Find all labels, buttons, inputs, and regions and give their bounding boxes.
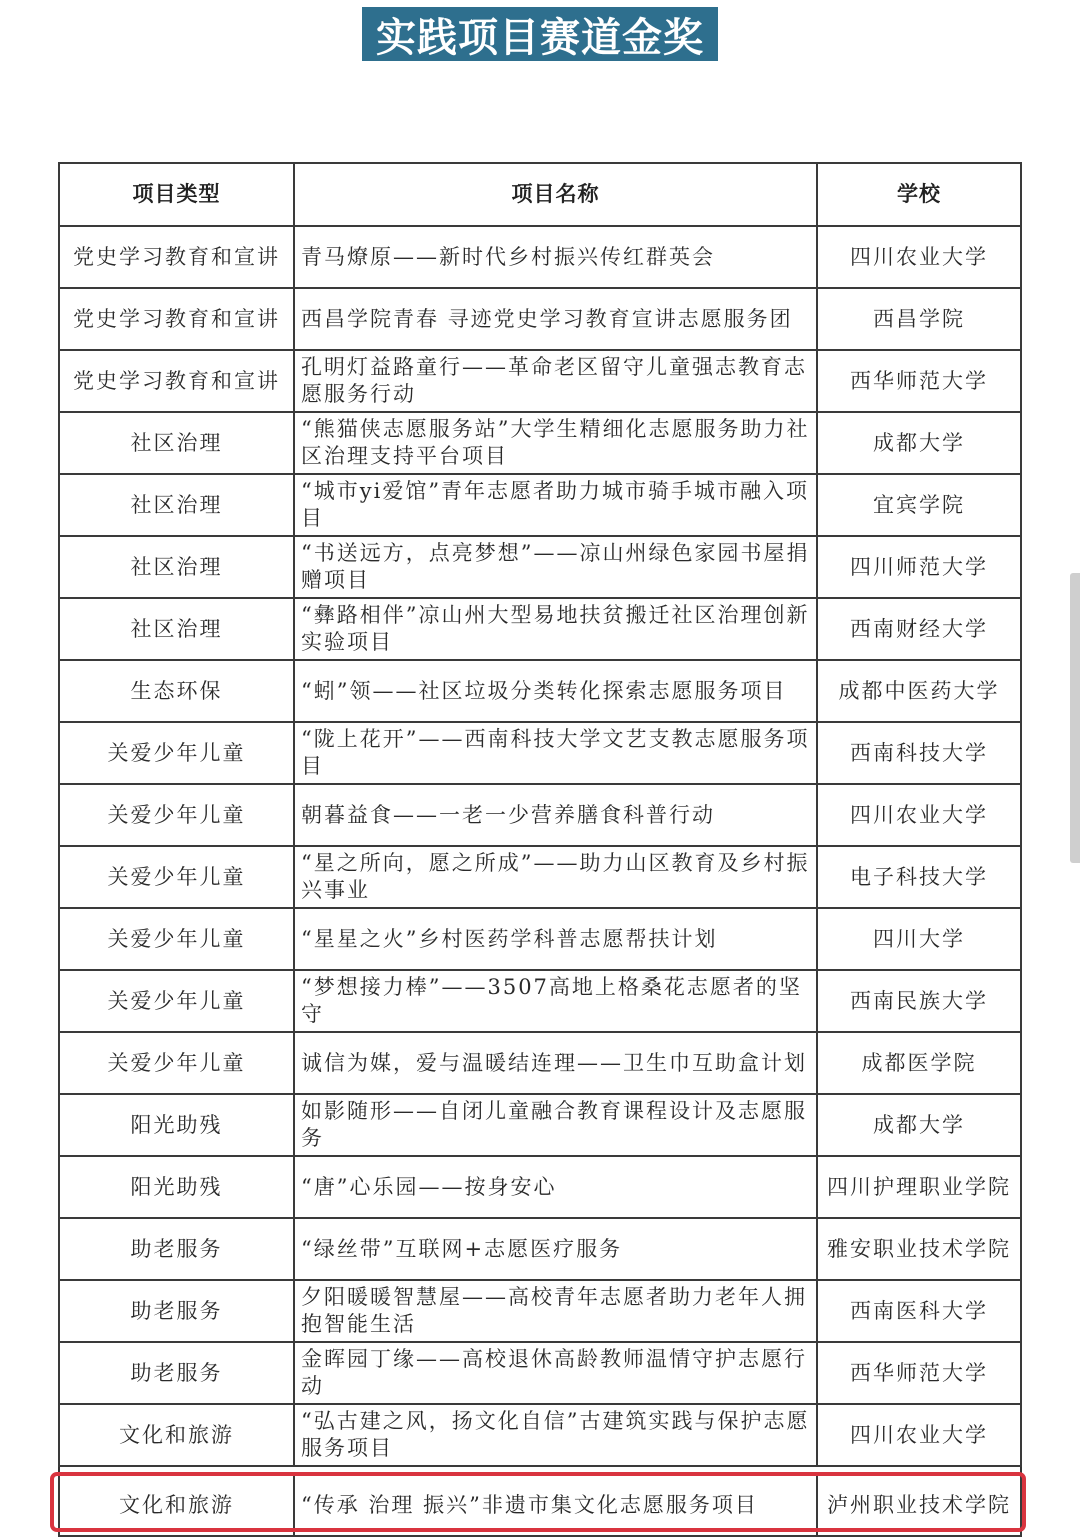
table-row bbox=[59, 1280, 1021, 1342]
cell-project-type: 社区治理 bbox=[59, 474, 294, 536]
project-name-text: “唐”心乐园——按身安心 bbox=[301, 1174, 557, 1199]
cell-project-type: 社区治理 bbox=[59, 536, 294, 598]
cell-project-type: 关爱少年儿童 bbox=[59, 784, 294, 846]
cell-project-name bbox=[294, 536, 817, 598]
project-name-text: “传承 治理 振兴”非遗市集文化志愿服务项目 bbox=[301, 1492, 758, 1517]
cell-school: 泸州职业技术学院 bbox=[817, 1474, 1021, 1536]
project-name-text: “彝路相伴”凉山州大型易地扶贫搬迁社区治理创新实验项目 bbox=[301, 603, 810, 654]
table-row bbox=[59, 1218, 1021, 1280]
page-title: 实践项目赛道金奖 bbox=[376, 14, 704, 61]
cell-school: 四川农业大学 bbox=[817, 226, 1021, 288]
cell-school: 成都大学 bbox=[817, 1094, 1021, 1156]
cell-project-name bbox=[294, 784, 817, 846]
table-row bbox=[59, 1156, 1021, 1218]
table-row bbox=[59, 350, 1021, 412]
cell-project-type: 关爱少年儿童 bbox=[59, 908, 294, 970]
cell-school: 四川大学 bbox=[817, 908, 1021, 970]
cell-project-name bbox=[294, 660, 817, 722]
header-name: 项目名称 bbox=[294, 163, 817, 226]
cell-project-name bbox=[294, 1342, 817, 1404]
cell-project-type: 文化和旅游 bbox=[59, 1474, 294, 1536]
cell-project-type: 关爱少年儿童 bbox=[59, 722, 294, 784]
table-header-row bbox=[59, 163, 1021, 226]
cell-project-name bbox=[294, 1032, 817, 1094]
cell-project-type: 关爱少年儿童 bbox=[59, 846, 294, 908]
cell-project-name bbox=[294, 1474, 817, 1536]
table-row bbox=[59, 846, 1021, 908]
cell-project-type: 阳光助残 bbox=[59, 1156, 294, 1218]
cell-project-type: 助老服务 bbox=[59, 1342, 294, 1404]
table-row bbox=[59, 722, 1021, 784]
cell-project-name bbox=[294, 1218, 817, 1280]
table-row bbox=[59, 412, 1021, 474]
cell-project-name bbox=[294, 1156, 817, 1218]
table-row bbox=[59, 908, 1021, 970]
cell-project-name bbox=[294, 412, 817, 474]
cell-school: 西华师范大学 bbox=[817, 1342, 1021, 1404]
title-banner bbox=[362, 7, 718, 61]
table-row bbox=[59, 474, 1021, 536]
cell-project-type: 党史学习教育和宣讲 bbox=[59, 288, 294, 350]
project-name-text: 如影随形——自闭儿童融合教育课程设计及志愿服务 bbox=[301, 1099, 807, 1150]
scrollbar[interactable] bbox=[1070, 573, 1080, 863]
project-name-text: “梦想接力棒”——3507高地上格桑花志愿者的坚守 bbox=[301, 975, 802, 1026]
project-name-text: 孔明灯益路童行——革命老区留守儿童强志教育志愿服务行动 bbox=[301, 355, 807, 406]
cell-project-name bbox=[294, 598, 817, 660]
cell-project-name bbox=[294, 1094, 817, 1156]
cell-school: 雅安职业技术学院 bbox=[817, 1218, 1021, 1280]
project-name-text: 夕阳暖暖智慧屋——高校青年志愿者助力老年人拥抱智能生活 bbox=[301, 1285, 807, 1336]
project-name-text: 朝暮益食——一老一少营养膳食科普行动 bbox=[301, 802, 715, 827]
table-row bbox=[59, 1474, 1021, 1536]
table-row bbox=[59, 970, 1021, 1032]
cell-project-type: 关爱少年儿童 bbox=[59, 1032, 294, 1094]
table-row bbox=[59, 226, 1021, 288]
table-row bbox=[59, 784, 1021, 846]
project-name-text: “蚓”领——社区垃圾分类转化探索志愿服务项目 bbox=[301, 678, 787, 703]
project-name-text: 青马燎原——新时代乡村振兴传红群英会 bbox=[301, 244, 715, 269]
cell-school: 成都大学 bbox=[817, 412, 1021, 474]
cell-project-name bbox=[294, 474, 817, 536]
project-name-text: 西昌学院青春 寻迹党史学习教育宣讲志愿服务团 bbox=[301, 306, 793, 331]
cell-project-type: 生态环保 bbox=[59, 660, 294, 722]
cell-project-name bbox=[294, 226, 817, 288]
awards-table bbox=[58, 162, 1022, 1537]
project-name-text: “城市yi爱馆”青年志愿者助力城市骑手城市融入项目 bbox=[301, 479, 810, 530]
cell-school: 四川农业大学 bbox=[817, 1404, 1021, 1466]
cell-school: 西昌学院 bbox=[817, 288, 1021, 350]
cell-project-type: 党史学习教育和宣讲 bbox=[59, 350, 294, 412]
cell-school: 成都中医药大学 bbox=[817, 660, 1021, 722]
cell-school: 四川师范大学 bbox=[817, 536, 1021, 598]
project-name-text: 金晖园丁缘——高校退休高龄教师温情守护志愿行动 bbox=[301, 1347, 807, 1398]
cell-school: 四川农业大学 bbox=[817, 784, 1021, 846]
cell-project-type: 助老服务 bbox=[59, 1280, 294, 1342]
table-row bbox=[59, 1342, 1021, 1404]
cell-project-type: 文化和旅游 bbox=[59, 1404, 294, 1466]
cell-school: 西南财经大学 bbox=[817, 598, 1021, 660]
cell-project-type: 社区治理 bbox=[59, 598, 294, 660]
cell-project-name bbox=[294, 1404, 817, 1466]
table-row bbox=[59, 536, 1021, 598]
table-row bbox=[59, 1094, 1021, 1156]
project-name-text: “绿丝带”互联网+志愿医疗服务 bbox=[301, 1236, 623, 1261]
cell-project-type: 阳光助残 bbox=[59, 1094, 294, 1156]
cell-school: 西华师范大学 bbox=[817, 350, 1021, 412]
table-row bbox=[59, 660, 1021, 722]
cell-project-name bbox=[294, 970, 817, 1032]
header-school: 学校 bbox=[817, 163, 1021, 226]
cell-project-type: 关爱少年儿童 bbox=[59, 970, 294, 1032]
project-name-text: “熊猫侠志愿服务站”大学生精细化志愿服务助力社区治理支持平台项目 bbox=[301, 417, 810, 468]
table-row bbox=[59, 598, 1021, 660]
project-name-text: “星星之火”乡村医药学科普志愿帮扶计划 bbox=[301, 926, 718, 951]
cell-school: 西南医科大学 bbox=[817, 1280, 1021, 1342]
cell-project-type: 助老服务 bbox=[59, 1218, 294, 1280]
project-name-text: “陇上花开”——西南科技大学文艺支教志愿服务项目 bbox=[301, 727, 810, 778]
project-name-text: “星之所向，愿之所成”——助力山区教育及乡村振兴事业 bbox=[301, 851, 810, 902]
cell-project-name bbox=[294, 722, 817, 784]
cell-school: 四川护理职业学院 bbox=[817, 1156, 1021, 1218]
cell-project-name bbox=[294, 288, 817, 350]
header-type: 项目类型 bbox=[59, 163, 294, 226]
table-row bbox=[59, 288, 1021, 350]
cell-school: 成都医学院 bbox=[817, 1032, 1021, 1094]
cell-project-name bbox=[294, 846, 817, 908]
project-name-text: “书送远方，点亮梦想”——凉山州绿色家园书屋捐赠项目 bbox=[301, 541, 810, 592]
table-row bbox=[59, 1404, 1021, 1466]
cell-school: 西南民族大学 bbox=[817, 970, 1021, 1032]
table-row bbox=[59, 1032, 1021, 1094]
row-gap bbox=[59, 1466, 1021, 1474]
cell-school: 宜宾学院 bbox=[817, 474, 1021, 536]
project-name-text: 诚信为媒，爱与温暖结连理——卫生巾互助盒计划 bbox=[301, 1050, 807, 1075]
cell-project-type: 社区治理 bbox=[59, 412, 294, 474]
project-name-text: “弘古建之风，扬文化自信”古建筑实践与保护志愿服务项目 bbox=[301, 1409, 810, 1460]
cell-project-name bbox=[294, 908, 817, 970]
cell-school: 西南科技大学 bbox=[817, 722, 1021, 784]
cell-school: 电子科技大学 bbox=[817, 846, 1021, 908]
cell-project-name bbox=[294, 350, 817, 412]
cell-project-type: 党史学习教育和宣讲 bbox=[59, 226, 294, 288]
cell-project-name bbox=[294, 1280, 817, 1342]
